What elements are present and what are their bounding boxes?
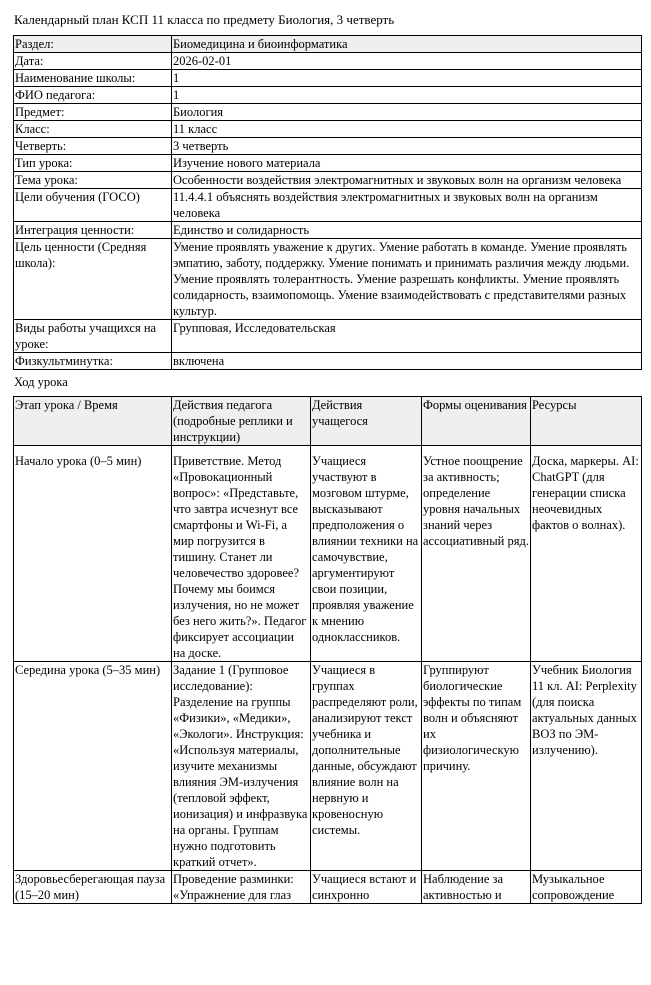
info-value: Биология bbox=[172, 104, 642, 121]
flow-students-cell: Учащиеся участвуют в мозговом штурме, высказывают предположения о влиянии техники на самочувствие, аргументируют свои позиции, проявляя уважение к мнению одноклассников. bbox=[311, 446, 422, 662]
info-value: 1 bbox=[172, 70, 642, 87]
info-label: Класс: bbox=[14, 121, 172, 138]
info-row bbox=[14, 36, 642, 53]
info-label: Цель ценности (Средняя школа): bbox=[14, 239, 172, 320]
info-label: Виды работы учащихся на уроке: bbox=[14, 320, 172, 353]
info-row bbox=[14, 172, 642, 189]
info-label: Физкультминутка: bbox=[14, 353, 172, 370]
info-value: 11.4.4.1 объяснять воздействия электромагнитных и звуковых волн на организм человека bbox=[172, 189, 642, 222]
flow-stage-cell: Середина урока (5–35 мин) bbox=[14, 662, 172, 871]
info-label: Четверть: bbox=[14, 138, 172, 155]
info-label: Цели обучения (ГОСО) bbox=[14, 189, 172, 222]
flow-resources-cell: Учебник Биология 11 кл. AI: Perplexity (для поиска актуальных данных ВОЗ по ЭМ-излучению). bbox=[531, 662, 642, 871]
info-value: 11 класс bbox=[172, 121, 642, 138]
flow-teacher-cell: Приветствие. Метод «Провокационный вопрос»: «Представьте, что завтра исчезнут все смартфоны и Wi-Fi, а мир погрузится в тишину. Станет ли человечество здоровее? Почему мы боимся излучения, но не может без него жить?». Педагог фиксирует ассоциации на доске. bbox=[172, 446, 311, 662]
header-stage: Этап урока / Время bbox=[14, 397, 172, 446]
info-value: Единство и солидарность bbox=[172, 222, 642, 239]
flow-assessment-cell: Наблюдение за активностью и bbox=[422, 871, 531, 904]
info-row bbox=[14, 239, 642, 320]
lesson-flow-table bbox=[13, 396, 642, 904]
flow-students-cell: Учащиеся встают и синхронно bbox=[311, 871, 422, 904]
info-value: Изучение нового материала bbox=[172, 155, 642, 172]
info-row bbox=[14, 155, 642, 172]
flow-teacher-cell: Задание 1 (Групповое исследование): Разделение на группы «Физики», «Медики», «Экологи». Инструкция: «Используя материалы, изучите механизмы влияния ЭМ-излучения (тепловой эффект, ионизация) и инфразвука на органы. Группам нужно подготовить краткий отчет». bbox=[172, 662, 311, 871]
flow-students-cell: Учащиеся в группах распределяют роли, анализируют текст учебника и дополнительные данные, обсуждают влияние волн на нервную и кровеносную системы. bbox=[311, 662, 422, 871]
flow-assessment-cell: Устное поощрение за активность; определение уровня начальных знаний через ассоциативный ряд. bbox=[422, 446, 531, 662]
flow-row bbox=[14, 662, 642, 871]
info-label: Интеграция ценности: bbox=[14, 222, 172, 239]
info-value: Умение проявлять уважение к других. Умение работать в команде. Умение проявлять эмпатию, заботу, поддержку. Умение понимать и принимать различия между людьми. Умение проявлять толерантность. Умение разрешать конфликты. Умение проявлять солидарность, взаимопомощь. Умение взаимодействовать с представителями разных культур. bbox=[172, 239, 642, 320]
info-label: Тема урока: bbox=[14, 172, 172, 189]
flow-row bbox=[14, 446, 642, 662]
info-value: включена bbox=[172, 353, 642, 370]
lesson-info-table bbox=[13, 35, 642, 370]
info-row bbox=[14, 353, 642, 370]
header-assessment: Формы оценивания bbox=[422, 397, 531, 446]
info-value: 2026-02-01 bbox=[172, 53, 642, 70]
info-row bbox=[14, 320, 642, 353]
info-row bbox=[14, 70, 642, 87]
info-row bbox=[14, 222, 642, 239]
info-label: Дата: bbox=[14, 53, 172, 70]
flow-assessment-cell: Группируют биологические эффекты по типам волн и объясняют их физиологическую причину. bbox=[422, 662, 531, 871]
info-row bbox=[14, 87, 642, 104]
flow-header-row bbox=[14, 397, 642, 446]
header-teacher-actions: Действия педагога (подробные реплики и инструкции) bbox=[172, 397, 311, 446]
info-label: Наименование школы: bbox=[14, 70, 172, 87]
page-title: Календарный план КСП 11 класса по предмету Биология, 3 четверть bbox=[14, 12, 395, 27]
header-student-actions: Действия учащегося bbox=[311, 397, 422, 446]
info-value: Биомедицина и биоинформатика bbox=[172, 36, 642, 53]
info-value: 1 bbox=[172, 87, 642, 104]
flow-stage-cell: Здоровьесберегающая пауза (15–20 мин) bbox=[14, 871, 172, 904]
header-resources: Ресурсы bbox=[531, 397, 642, 446]
info-label: ФИО педагога: bbox=[14, 87, 172, 104]
info-label: Предмет: bbox=[14, 104, 172, 121]
info-row bbox=[14, 53, 642, 70]
info-row bbox=[14, 138, 642, 155]
info-value: Групповая, Исследовательская bbox=[172, 320, 642, 353]
info-row bbox=[14, 121, 642, 138]
info-value: 3 четверть bbox=[172, 138, 642, 155]
info-value: Особенности воздействия электромагнитных и звуковых волн на организм человека bbox=[172, 172, 642, 189]
info-row bbox=[14, 189, 642, 222]
flow-teacher-cell: Проведение разминки: «Упражнение для глаз bbox=[172, 871, 311, 904]
section-label-lesson-flow: Ход урока bbox=[14, 375, 68, 389]
flow-resources-cell: Музыкальное сопровождение bbox=[531, 871, 642, 904]
info-label: Раздел: bbox=[14, 36, 172, 53]
flow-stage-cell: Начало урока (0–5 мин) bbox=[14, 446, 172, 662]
info-label: Тип урока: bbox=[14, 155, 172, 172]
flow-row bbox=[14, 871, 642, 904]
info-row bbox=[14, 104, 642, 121]
flow-resources-cell: Доска, маркеры. AI: ChatGPT (для генерации списка неочевидных фактов о волнах). bbox=[531, 446, 642, 662]
